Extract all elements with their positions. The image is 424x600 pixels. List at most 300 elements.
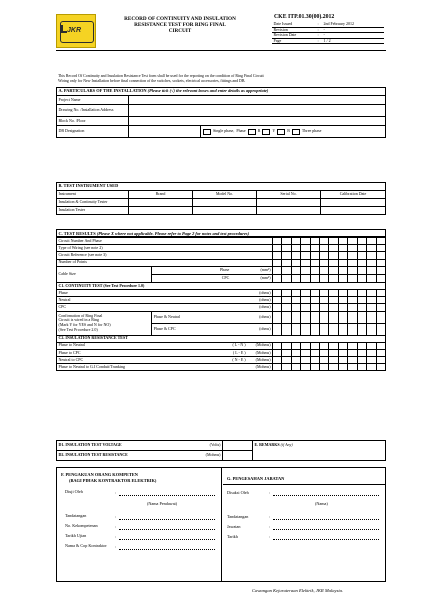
result-cell[interactable] [273,252,282,259]
result-cell[interactable] [338,342,347,349]
result-cell[interactable] [282,342,291,349]
result-cell[interactable] [338,364,347,371]
result-cell[interactable] [291,349,300,356]
result-cell[interactable] [329,304,338,311]
result-cell[interactable] [338,289,347,296]
unit-label: (ohms) [231,311,273,323]
result-cell[interactable] [348,304,357,311]
signoff-label: Tarikh [227,534,238,539]
result-cell[interactable] [367,297,376,304]
result-cell[interactable] [273,297,282,304]
db-designation-field[interactable] [129,126,201,137]
meta-label: Page [272,38,316,44]
result-cell[interactable] [301,323,310,335]
result-cell[interactable] [273,304,282,311]
result-cell[interactable] [273,364,282,371]
result-cell[interactable] [348,364,357,371]
result-cell[interactable] [310,357,319,364]
result-cell[interactable] [282,238,291,245]
result-cell[interactable] [357,289,366,296]
result-cell[interactable] [310,297,319,304]
meta-label: Revision Date [272,33,316,39]
result-cell[interactable] [357,357,366,364]
section-d-e [56,440,386,461]
result-cell[interactable] [367,289,376,296]
result-cell[interactable] [376,364,386,371]
result-cell[interactable] [320,259,329,266]
result-cell[interactable] [329,274,338,282]
result-cell[interactable] [320,274,329,282]
result-cell[interactable] [338,311,347,323]
signoff-label: Jawatan [227,524,241,529]
unit-text: (ohms) [259,304,271,310]
result-cell[interactable] [329,323,338,335]
three-phase-checkbox[interactable] [292,129,300,135]
cable-size-label: Cable Size [57,266,152,282]
result-cell[interactable] [348,357,357,364]
result-cell[interactable] [273,266,282,274]
result-cell[interactable] [291,238,300,245]
result-cell[interactable] [291,323,300,335]
result-cell[interactable] [376,357,386,364]
row-label: Type of Wiring (see note 2) [57,245,273,252]
result-cell[interactable] [338,245,347,252]
result-cell[interactable] [291,289,300,296]
title-line: CIRCUIT [168,28,192,35]
result-cell[interactable] [376,238,386,245]
result-cell[interactable] [320,357,329,364]
result-cell[interactable] [282,259,291,266]
unit-label [231,289,273,296]
result-cell[interactable] [310,323,319,335]
signoff-field[interactable] [119,529,215,530]
result-cell[interactable] [357,245,366,252]
result-cell[interactable] [376,259,386,266]
result-cell[interactable] [301,266,310,274]
confirmation-line: (See Test Procedure 2.0) [58,326,98,332]
field-label: Block No. /Floor [57,117,129,126]
result-cell[interactable] [301,364,310,371]
result-cell[interactable] [348,245,357,252]
result-cell[interactable] [301,304,310,311]
section-a-title: A. PARTICULARS OF THE INSTALLATION [58,88,147,94]
subsection-title: C1. CONTINUITY TEST (See Test Procedure 1.0) [57,282,386,289]
result-cell[interactable] [329,266,338,274]
row-label: Circuit Reference (see note 3) [57,252,273,259]
pair-label: ( N - E ) [232,356,246,362]
result-cell[interactable] [348,238,357,245]
result-cell[interactable] [338,297,347,304]
confirmation-line: Confirmation of Ring Final [58,312,103,318]
result-cell[interactable] [357,311,366,323]
signoff-label: Disaksi Oleh [227,490,249,495]
result-cell[interactable] [301,297,310,304]
test-resistance-value[interactable] [223,451,253,461]
result-cell[interactable] [329,342,338,349]
result-cell[interactable] [376,342,386,349]
confirmation-line: Circuit is wired in a Ring [58,317,100,323]
result-cell[interactable] [291,266,300,274]
result-cell[interactable] [320,252,329,259]
result-cell[interactable] [273,245,282,252]
section-f-subtitle: (BAGI PIHAK KONTRAKTOR ELEKTRIK) [69,478,157,483]
result-cell[interactable] [291,364,300,371]
result-cell[interactable] [291,342,300,349]
result-cell[interactable] [273,238,282,245]
serial-cell[interactable] [257,207,321,215]
result-cell[interactable] [348,289,357,296]
colon: : [115,544,117,549]
phase-b-checkbox[interactable] [277,129,285,135]
result-cell[interactable] [282,266,291,274]
result-cell[interactable] [329,259,338,266]
result-cell[interactable] [329,252,338,259]
result-cell[interactable] [338,259,347,266]
test-voltage-value[interactable] [223,441,253,451]
result-cell[interactable] [301,252,310,259]
section-c-title: C. TEST RESULTS [58,231,96,236]
result-cell[interactable] [329,349,338,356]
unit-text: (ohms) [259,289,271,295]
result-cell[interactable] [338,266,347,274]
result-cell[interactable] [357,364,366,371]
unit-label [231,357,273,364]
result-cell[interactable] [376,304,386,311]
meta-sep: : [316,27,322,33]
result-cell[interactable] [338,349,347,356]
result-cell[interactable] [282,289,291,296]
section-c [56,229,386,371]
colon: : [115,490,117,495]
model-cell[interactable] [193,199,257,207]
result-cell[interactable] [301,259,310,266]
phase-b-label: B [287,128,290,134]
project-name-field[interactable] [129,96,386,105]
result-cell[interactable] [357,266,366,274]
result-cell[interactable] [338,252,347,259]
result-cell[interactable] [376,252,386,259]
result-cell[interactable] [329,245,338,252]
result-cell[interactable] [301,349,310,356]
form-title [100,16,260,35]
field-label: Project Name [57,96,129,105]
colon: : [115,534,117,539]
result-cell[interactable] [282,357,291,364]
title-line: RECORD OF CONTINUITY AND INSULATION [124,16,236,22]
result-cell[interactable] [338,357,347,364]
drawing-no-field[interactable] [129,105,386,117]
unit-label [231,304,273,311]
result-cell[interactable] [376,323,386,335]
result-cell[interactable] [320,238,329,245]
result-cell[interactable] [348,259,357,266]
signoff-field[interactable] [273,519,379,520]
result-cell[interactable] [348,266,357,274]
result-cell[interactable] [310,259,319,266]
result-cell[interactable] [310,364,319,371]
row-label: Phase to Neutral to G.I Conduit/Trunking [57,364,231,371]
result-cell[interactable] [301,289,310,296]
field-label: Drawing No. /Installation Address [57,105,129,117]
result-cell[interactable] [273,342,282,349]
section-b [56,182,386,215]
result-cell[interactable] [282,349,291,356]
result-cell[interactable] [310,304,319,311]
unit-label: (Mohms) [199,451,223,461]
result-cell[interactable] [357,238,366,245]
result-cell[interactable] [320,297,329,304]
unit-label [231,349,273,356]
calibration-cell[interactable] [321,207,386,215]
result-cell[interactable] [282,274,291,282]
result-cell[interactable] [310,342,319,349]
block-no-field[interactable] [129,117,386,126]
result-cell[interactable] [367,349,376,356]
result-cell[interactable] [310,289,319,296]
result-cell[interactable] [273,323,282,335]
result-cell[interactable] [348,349,357,356]
result-cell[interactable] [329,364,338,371]
confirm-sub-label: Phase & Neutral [152,311,231,323]
result-cell[interactable] [282,364,291,371]
phase-y-checkbox[interactable] [262,129,270,135]
result-cell[interactable] [310,252,319,259]
result-cell[interactable] [320,364,329,371]
result-cell[interactable] [367,364,376,371]
result-cell[interactable] [301,238,310,245]
row-label: Neutral [57,297,231,304]
result-cell[interactable] [291,297,300,304]
result-cell[interactable] [291,245,300,252]
signoff-label: No. Kekompetenan [65,523,98,528]
result-cell[interactable] [338,323,347,335]
result-cell[interactable] [329,311,338,323]
cable-cpc-label: CPC [152,274,231,282]
result-cell[interactable] [357,323,366,335]
column-divider [221,468,222,582]
result-cell[interactable] [310,266,319,274]
section-f-g [56,467,386,582]
result-cell[interactable] [367,238,376,245]
meta-value: 1 / 2 [322,38,384,44]
result-cell[interactable] [282,245,291,252]
unit-label: (ohms) [231,323,273,335]
result-cell[interactable] [273,311,282,323]
unit-text: (Mohms) [255,342,271,348]
result-cell[interactable] [301,342,310,349]
result-cell[interactable] [273,349,282,356]
confirmation-line: (Mark Y for YES and N for NO) [58,322,111,327]
result-cell[interactable] [357,297,366,304]
header-divider [56,50,386,51]
result-cell[interactable] [310,238,319,245]
nama-caption: (Nama) [315,501,328,506]
signoff-field[interactable] [119,495,215,496]
result-cell[interactable] [367,266,376,274]
result-cell[interactable] [291,274,300,282]
pair-label: ( L - E ) [232,349,246,355]
phase-r-label: R [257,128,261,134]
result-cell[interactable] [291,304,300,311]
signoff-field[interactable] [273,539,379,540]
result-cell[interactable] [338,304,347,311]
result-cell[interactable] [376,266,386,274]
confirmation-label [57,311,152,335]
calibration-cell[interactable] [321,199,386,207]
result-cell[interactable] [357,259,366,266]
result-cell[interactable] [282,323,291,335]
unit-text: (Mohms) [255,364,271,370]
unit-text: (ohms) [259,296,271,302]
meta-sep: : [316,22,322,27]
doc-code: CKE ITP.01.30(00).2012 [274,14,335,20]
result-cell[interactable] [320,245,329,252]
result-cell[interactable] [320,349,329,356]
nama-pendawai-caption: (Nama Pendawai) [147,501,178,506]
result-cell[interactable] [348,252,357,259]
subsection-title: C2. INSULATION RESISTANCE TEST [57,335,386,342]
result-cell[interactable] [348,342,357,349]
result-cell[interactable] [273,274,282,282]
result-cell[interactable] [282,304,291,311]
result-cell[interactable] [291,252,300,259]
result-cell[interactable] [376,311,386,323]
result-cell[interactable] [291,259,300,266]
result-cell[interactable] [329,357,338,364]
phase-r-checkbox[interactable] [248,129,256,135]
three-phase-label: Three phase [301,128,322,134]
signoff-field[interactable] [119,539,215,540]
result-cell[interactable] [291,311,300,323]
result-cell[interactable] [282,297,291,304]
result-cell[interactable] [273,259,282,266]
result-cell[interactable] [310,245,319,252]
colon: : [269,490,271,495]
brand-cell[interactable] [129,207,193,215]
result-cell[interactable] [348,297,357,304]
intro-line-2: Wiring only for New Installation before final connection of the switches, sockets, electrical accessories, fittings and DB. [58,79,246,83]
section-b-title: B. TEST INSTRUMENT USED [57,183,386,191]
result-cell[interactable] [291,357,300,364]
meta-value: - [322,33,384,39]
section-a-note: (Please tick (√) the relevant boxes and enter details as appropriate) [147,88,269,94]
signoff-label: Nama & Cop Kontraktor [65,543,107,548]
single-phase-checkbox[interactable] [203,129,211,135]
signoff-field[interactable] [119,549,215,550]
remarks-note: (if Any) [280,442,293,447]
result-cell[interactable] [310,274,319,282]
field-label: DB Designation [57,126,129,138]
meta-value: 2nd February 2012 [322,22,384,27]
result-cell[interactable] [348,323,357,335]
colon: : [269,514,271,519]
result-cell[interactable] [310,311,319,323]
result-cell[interactable] [329,289,338,296]
signoff-field[interactable] [273,529,379,530]
instrument-label: Insulation Tester [57,207,129,215]
result-cell[interactable] [301,357,310,364]
result-cell[interactable] [367,342,376,349]
result-cell[interactable] [320,289,329,296]
title-line: RESISTANCE TEST FOR RING FINAL [134,22,226,29]
result-cell[interactable] [320,311,329,323]
row-label: Phase [57,289,231,296]
unit-label [231,297,273,304]
result-cell[interactable] [320,266,329,274]
model-cell[interactable] [193,207,257,215]
meta-sep: : [316,38,322,44]
row-label: Neutral to CPC [57,357,231,364]
result-cell[interactable] [357,252,366,259]
result-cell[interactable] [367,357,376,364]
result-cell[interactable] [357,349,366,356]
result-cell[interactable] [376,349,386,356]
result-cell[interactable] [329,238,338,245]
unit-label [231,342,273,349]
result-cell[interactable] [357,304,366,311]
result-cell[interactable] [367,311,376,323]
row-label: Number of Points [57,259,273,266]
remarks-title: E. REMARKS [254,442,280,447]
jkr-logo [56,14,96,48]
colon: : [269,534,271,539]
result-cell[interactable] [367,323,376,335]
result-cell[interactable] [367,245,376,252]
result-cell[interactable] [301,274,310,282]
result-cell[interactable] [320,323,329,335]
result-cell[interactable] [348,274,357,282]
result-cell[interactable] [376,245,386,252]
test-voltage-label: D1. INSULATION TEST VOLTAGE [57,441,199,451]
result-cell[interactable] [348,311,357,323]
meta-label: Date Issued [272,22,316,27]
row-label: Phase to Neutral [57,342,231,349]
result-cell[interactable] [367,304,376,311]
result-cell[interactable] [338,274,347,282]
result-cell[interactable] [338,238,347,245]
result-cell[interactable] [376,274,386,282]
result-cell[interactable] [367,259,376,266]
result-cell[interactable] [273,357,282,364]
brand-cell[interactable] [129,199,193,207]
result-cell[interactable] [376,297,386,304]
result-cell[interactable] [273,289,282,296]
signoff-field[interactable] [119,519,215,520]
result-cell[interactable] [310,349,319,356]
serial-cell[interactable] [257,199,321,207]
signoff-field[interactable] [273,495,379,496]
result-cell[interactable] [367,252,376,259]
result-cell[interactable] [301,311,310,323]
result-cell[interactable] [282,252,291,259]
doc-meta [272,22,384,44]
result-cell[interactable] [329,297,338,304]
result-cell[interactable] [367,274,376,282]
result-cell[interactable] [320,304,329,311]
result-cell[interactable] [357,274,366,282]
result-cell[interactable] [301,245,310,252]
section-f-title: F. PENGAKUAN ORANG KOMPETEN [61,472,138,477]
colon: : [269,524,271,529]
single-phase-label: Single phase, [213,128,235,134]
result-cell[interactable] [282,311,291,323]
result-cell[interactable] [376,289,386,296]
col-header: Serial No. [257,191,321,199]
result-cell[interactable] [320,342,329,349]
signoff-label: Tarikh Ujian [65,533,87,538]
col-header: Instrument [57,191,129,199]
result-cell[interactable] [357,342,366,349]
